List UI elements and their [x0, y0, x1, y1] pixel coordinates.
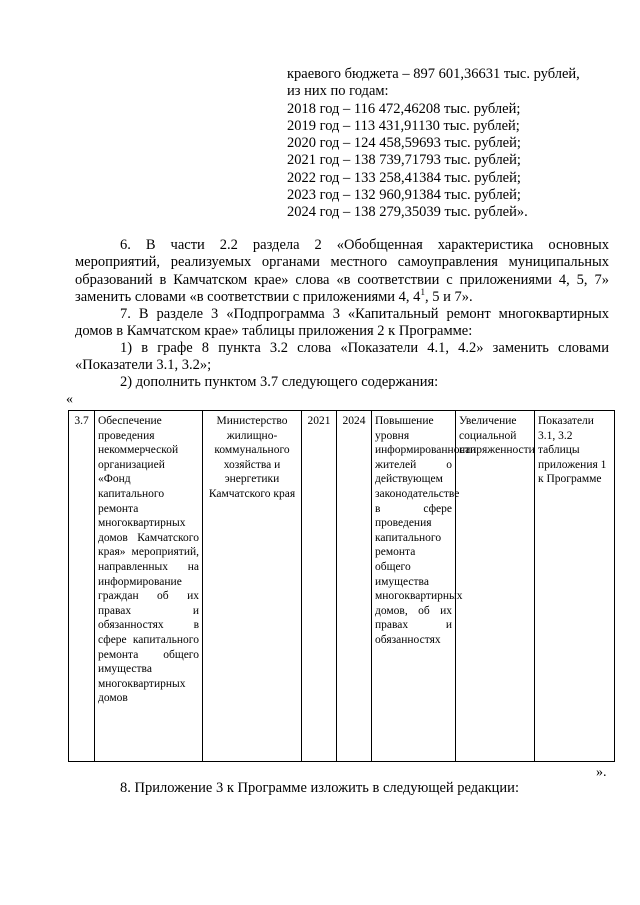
- paragraph-line: домов в Камчатском крае» таблицы приложения 2 к Программе:: [75, 323, 473, 340]
- cell-indicators: Показатели 3.1, 3.2 таблицы приложения 1 к Программе: [535, 411, 615, 762]
- paragraph-line: 1) в графе 8 пункта 3.2 слова «Показатели 4.1, 4.2» заменить словами: [120, 340, 609, 356]
- cell-year-end: 2024: [337, 411, 372, 762]
- paragraph-text: , 5 и 7».: [424, 288, 473, 305]
- budget-line: 2018 год – 116 472,46208 тыс. рублей;: [287, 100, 521, 117]
- superscript: 1: [420, 287, 425, 298]
- budget-line: краевого бюджета – 897 601,36631 тыс. рублей,: [287, 66, 580, 82]
- budget-line: 2021 год – 138 739,71793 тыс. рублей;: [287, 152, 521, 169]
- paragraph-line: 8. Приложение 3 к Программе изложить в следующей редакции:: [120, 780, 519, 796]
- opening-quote: «: [66, 392, 73, 407]
- cell-measure-name: Обеспечение проведения некоммерческой организацией «Фонд капитального ремонта многоквартирных домов Камчатского края» мероприятий, направленных на информирование граждан об их правах и обязанностях в сфере капитального ремонта общего имущества многоквартирных домов: [95, 411, 203, 762]
- closing-quote: ».: [596, 765, 607, 780]
- paragraph-line: мероприятий, реализуемых органами местного самоуправления муниципальных: [75, 254, 609, 271]
- program-table: [68, 410, 615, 762]
- budget-line: 2023 год – 132 960,91384 тыс. рублей;: [287, 187, 521, 204]
- cell-year-start: 2021: [302, 411, 337, 762]
- subitem-1-paragraph: [75, 340, 609, 375]
- paragraph-line: «Показатели 3.1, 3.2»;: [75, 357, 212, 374]
- paragraph-line: 6. В части 2.2 раздела 2 «Обобщенная характеристика основных: [120, 237, 609, 253]
- budget-line: из них по годам:: [287, 83, 389, 100]
- item-8-paragraph: [75, 780, 609, 797]
- item-7-paragraph: [75, 306, 609, 341]
- item-6-paragraph: [75, 237, 609, 306]
- paragraph-line: [75, 289, 609, 306]
- budget-line: 2024 год – 138 279,35039 тыс. рублей».: [287, 204, 528, 221]
- table-row: [69, 411, 615, 762]
- subitem-2-paragraph: [75, 374, 609, 391]
- cell-direct-result: Повышение уровня информированности жителей о действующем законодательстве в сфере проведения капитального ремонта общего имущества многоквартирных домов, об их правах и обязанностях: [372, 411, 456, 762]
- budget-funding-block: [287, 66, 617, 222]
- paragraph-line: 2) дополнить пунктом 3.7 следующего содержания:: [120, 374, 439, 390]
- budget-line: 2020 год – 124 458,59693 тыс. рублей;: [287, 135, 521, 152]
- cell-number: 3.7: [69, 411, 95, 762]
- cell-consequences: Увеличение социальной напряженности: [456, 411, 535, 762]
- paragraph-text: заменить словами «в соответствии с приложениями 4, 4: [75, 288, 421, 305]
- paragraph-line: образований в Камчатском крае» слова «в соответствии с приложениями 4, 5, 7»: [75, 271, 609, 288]
- budget-line: 2019 год – 113 431,91130 тыс. рублей;: [287, 117, 520, 134]
- cell-executor: Министерство жилищно-коммунального хозяйства и энергетики Камчатского края: [203, 411, 302, 762]
- paragraph-line: 7. В разделе 3 «Подпрограмма 3 «Капитальный ремонт многоквартирных: [120, 306, 609, 322]
- budget-line: 2022 год – 133 258,41384 тыс. рублей;: [287, 169, 521, 186]
